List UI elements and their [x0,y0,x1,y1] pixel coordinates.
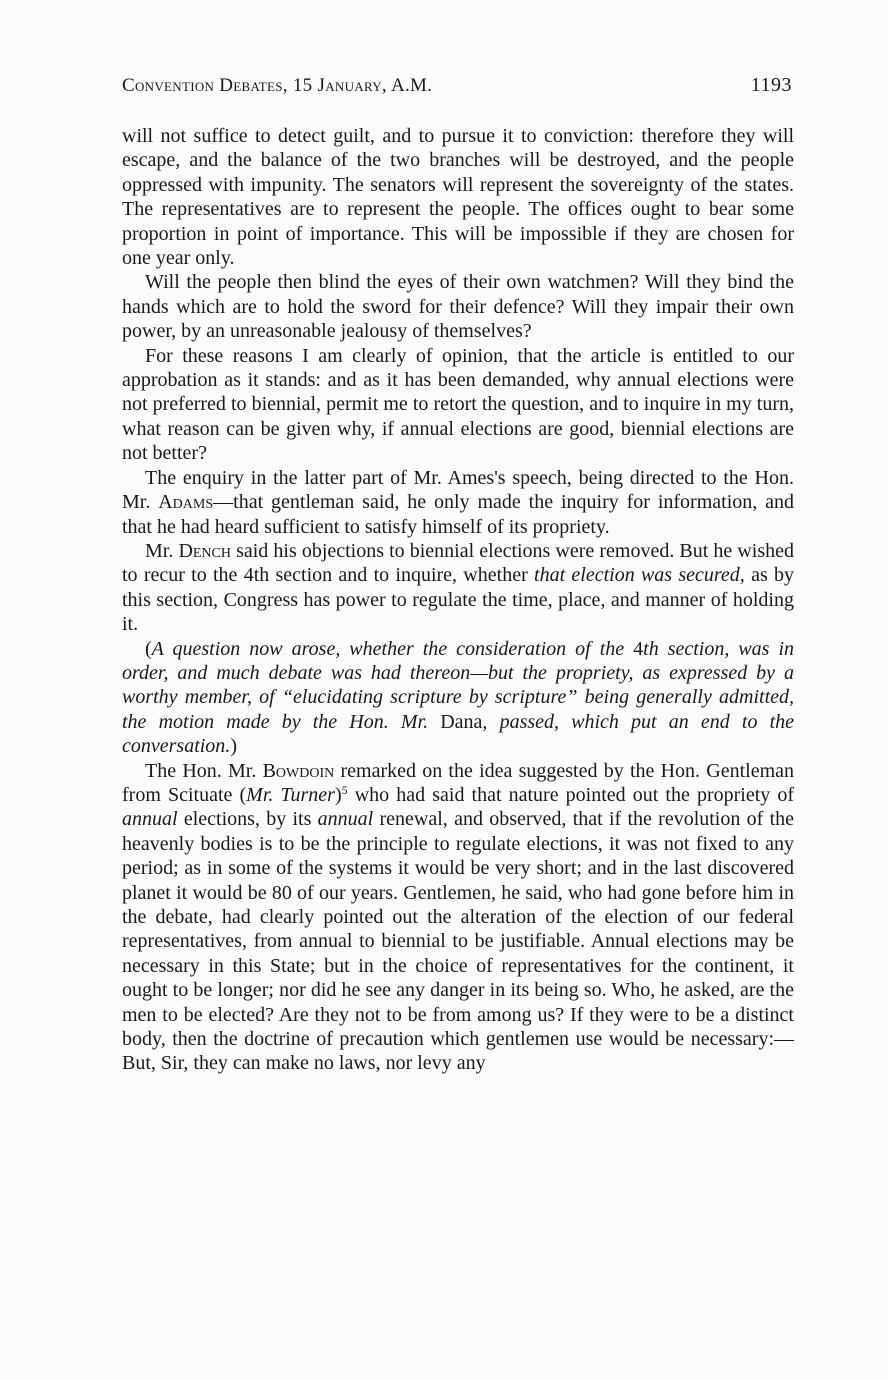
paragraph-3 [122,344,794,466]
paragraph-7 [122,759,794,1076]
paragraph-2-text: Will the people then blind the eyes of their own watchmen? Will they bind the hands which are to hold the sword for their defence? Will they impair their own power, by an unreasonable jealousy of themselves? [122,271,794,343]
section-number: 4 [633,637,644,660]
paragraph-6-italic-3: passed, which put an end to the conversation. [122,710,795,758]
speaker-name-bowdoin: Bowdoin [262,759,335,782]
paragraph-4 [122,466,794,539]
paragraph-5-text-b: said his objections to biennial elections were removed. But he wished to recur to the 4th section and to inquire, whether [122,539,795,587]
paragraph-2 [122,270,794,343]
speaker-name-dench: Dench [178,539,231,562]
paragraph-5-text-a: Mr. [145,539,174,562]
paragraph-7-text-a: The Hon. Mr. [145,759,257,782]
paragraph-1-text: will not suffice to detect guilt, and to pursue it to conviction: therefore they will escape, and the balance of the two branches will be destroyed, and the people oppressed with impunity. The senators will represent the sovereignty of the states. The representatives are to represent the people. The offices ought to bear some proportion in point of importance. This will be impossible if they are chosen for one year only. [122,125,794,270]
paragraph-7-italic-turner: Mr. Turner [246,783,335,806]
paragraph-5-text-c: as by this section, Congress has power to regulate the time, place, and manner of holding it. [122,564,795,636]
paragraph-4-text-b: —that gentleman said, he only made the inquiry for information, and that he had heard sufficient to satisfy himself of its propriety. [122,491,794,538]
paragraph-7-text-d: who had said that nature pointed out the propriety of [354,783,795,806]
paragraph-7-text-e: elections, by its [183,808,312,831]
paren-open: ( [145,637,152,660]
body-text [122,124,794,1076]
paren-close: ) [230,735,237,758]
paragraph-7-text-b: remarked on the idea suggested by the Hon. Gentleman from Scituate ( [122,759,795,806]
speaker-name-adams: Adams [158,491,214,514]
paragraph-1 [122,124,794,270]
paragraph-6-italic-2: th section, was in order, and much debate was had thereon—but the propriety, as expressed by a worthy member, of “elucidating scripture by scripture” being generally admitted, the motion made by the Hon. Mr. [122,637,795,733]
running-header [122,74,792,97]
paragraph-7-italic-annual-1: annual [122,808,178,831]
paragraph-3-text: For these reasons I am clearly of opinion, that the article is entitled to our approbation as it stands: and as it has been demanded, why annual elections were not preferred to biennial, permit me to retort the question, and to inquire in my turn, what reason can be given why, if annual elections are good, biennial elections are not better? [122,344,794,465]
running-head: Convention Debates, 15 January, A.M. [122,75,433,96]
paragraph-7-text-c: ) [334,783,342,806]
paragraph-6-italic-1: A question now arose, whether the consideration of the [151,637,625,660]
footnote-marker[interactable]: 5 [341,782,348,797]
page-number: 1193 [750,74,792,96]
paragraph-4-text-a: The enquiry in the latter part of Mr. Ames's speech, being directed to the Hon. Mr. [122,466,794,514]
paragraph-6-editorial-note [122,637,794,759]
paragraph-7-text-f: renewal, and observed, that if the revolution of the heavenly bodies is to be the principle to regulate elections, it was not fixed to any period; as in some of the systems it would be very short; and in the last discovered planet it would be 80 of our years. Gentlemen, he said, who had gone before him in the debate, had clearly pointed out the alteration of the election of our federal representatives, from annual to biennial to be justifiable. Annual elections may be necessary in this State; but in the choice of representatives for the continent, it ought to be longer; nor did he see any danger in its being so. Who, he asked, are the men to be elected? Are they not to be from among us? If they were to be a distinct body, then the doctrine of precaution which gentlemen use would be necessary:—But, Sir, they can make no laws, nor levy any [122,808,795,1075]
paragraph-5 [122,539,794,637]
paragraph-5-italic: that election was secured, [534,564,745,587]
paragraph-7-italic-annual-2: annual [317,808,374,831]
name-dana: Dana, [440,710,488,733]
